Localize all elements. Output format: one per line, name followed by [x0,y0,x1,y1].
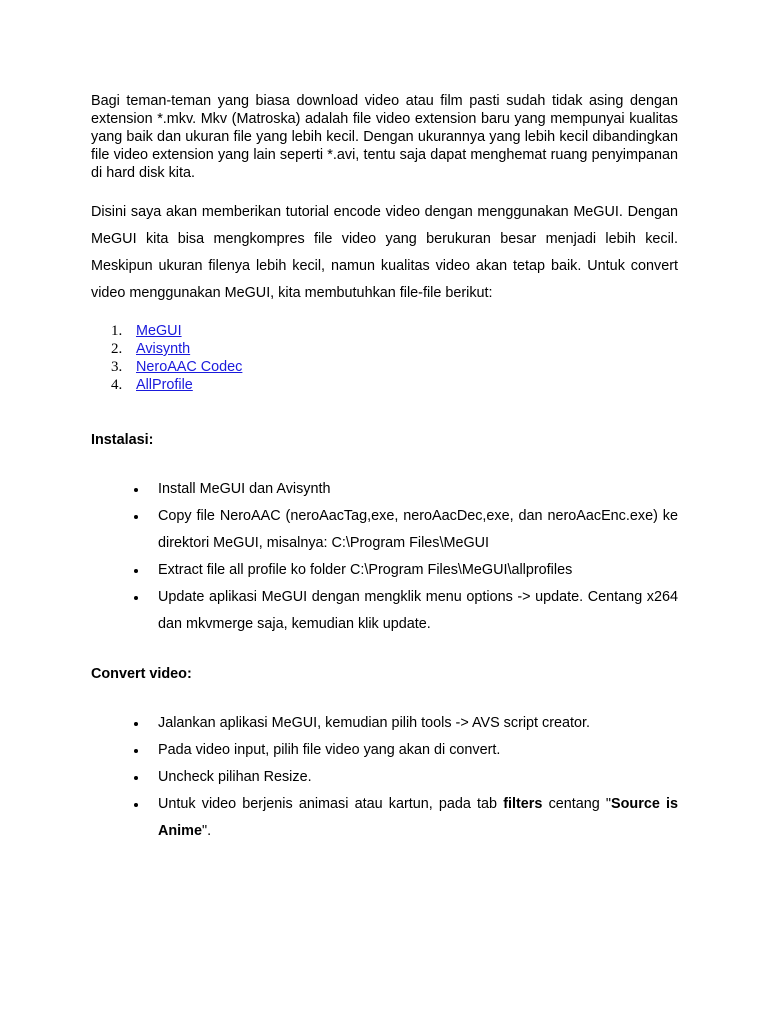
required-files-list [91,322,678,394]
document-page [91,92,678,845]
list-item [91,710,678,737]
link-megui[interactable]: MeGUI [136,323,182,339]
step-text-part: centang " [542,796,612,812]
step-text: Jalankan aplikasi MeGUI, kemudian pilih tools -> AVS script creator. [158,715,591,731]
bullet-icon [91,737,158,764]
step-text-part: Untuk video berjenis animasi atau kartun, pada tab [158,796,504,812]
step-text: Install MeGUI dan Avisynth [158,481,331,497]
step-text [158,791,678,845]
step-text: Copy file NeroAAC (neroAacTag,exe, neroAacDec,exe, dan neroAacEnc.exe) ke direktori MeGUI, misalnya: C:\Program Files\MeGUI [158,508,678,551]
list-item [91,791,678,845]
intro-paragraph: Bagi teman-teman yang biasa download video atau film pasti sudah tidak asing dengan extension *.mkv. Mkv (Matroska) adalah file video extension baru yang mempunyai kualitas yang baik dan ukuran file yang lebih kecil. Dengan ukurannya yang lebih kecil dibandingkan file video extension yang lain seperti *.avi, tentu saja dapat menghemat ruang penyimpanan di hard disk kita. [91,93,678,181]
list-item [91,557,678,584]
bullet-icon [91,584,158,638]
convert-steps [91,710,678,845]
instalasi-steps [91,476,678,638]
link-allprofile[interactable]: AllProfile [136,377,193,393]
link-neroaac-codec[interactable]: NeroAAC Codec [136,359,243,375]
list-number: 4. [111,377,123,393]
link-avisynth[interactable]: Avisynth [136,341,191,357]
tutorial-paragraph: Disini saya akan memberikan tutorial encode video dengan menggunakan MeGUI. Dengan MeGUI kita bisa mengkompres file video yang berukuran besar menjadi lebih kecil. Meskipun ukuran filenya lebih kecil, namun kualitas video akan tetap baik. Untuk convert video menggunakan MeGUI, kita membutuhkan file-file berikut: [91,204,678,301]
list-item [91,322,678,340]
list-item [91,340,678,358]
source-is-anime-option: Source is Anime [158,796,678,839]
step-text: Uncheck pilihan Resize. [158,769,312,785]
list-item [91,737,678,764]
list-item [91,584,678,638]
bullet-icon [91,791,158,845]
list-number: 2. [111,341,123,357]
step-text-part: ". [201,823,212,839]
list-number: 1. [111,323,123,339]
bullet-icon [91,503,158,557]
step-text: Pada video input, pilih file video yang akan di convert. [158,742,501,758]
bullet-icon [91,764,158,791]
instalasi-heading: Instalasi: [91,432,154,448]
list-item [91,358,678,376]
bullet-icon [91,476,158,503]
convert-heading: Convert video: [91,666,192,682]
bullet-icon [91,710,158,737]
list-item [91,503,678,557]
step-text: Update aplikasi MeGUI dengan mengklik menu options -> update. Centang x264 dan mkvmerge saja, kemudian klik update. [158,589,678,632]
list-item [91,476,678,503]
step-text: Extract file all profile ko folder C:\Program Files\MeGUI\allprofiles [158,562,573,578]
list-item [91,376,678,394]
filters-tab-label: filters [503,796,543,812]
bullet-icon [91,557,158,584]
list-number: 3. [111,359,123,375]
list-item [91,764,678,791]
